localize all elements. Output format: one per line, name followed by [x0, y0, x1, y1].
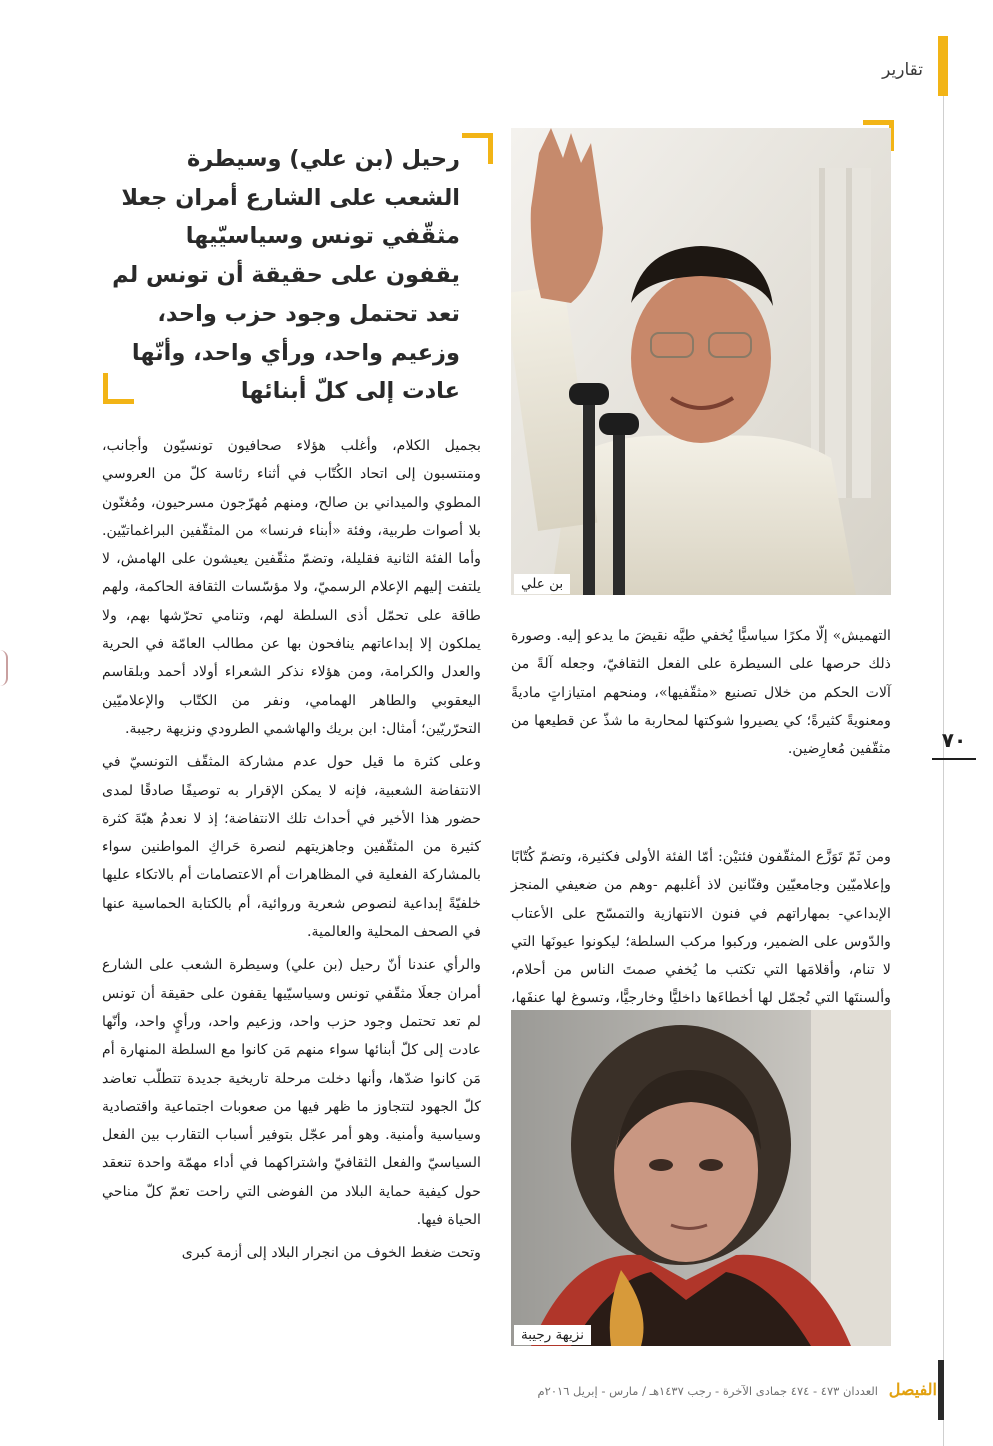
section-label: تقارير: [882, 60, 923, 80]
article-column-right: [511, 622, 891, 768]
page-number-rule: [932, 758, 976, 760]
ben-ali-photo: [511, 128, 891, 595]
paragraph: والرأي عندنا أنّ رحيل (بن علي) وسيطرة الشعب على الشارع أمران جعلَا مثقّفي تونس وسياسيّيها يقفون على حقيقة أن تونس لم تعد تحتمل وجود حزب واحد، وزعيم واحد، ورأيٍ واحد، وأنّها عادت إلى كلّ أبنائها سواء منهم مَن كانوا مع السلطة المنهارة أم مَن كانوا ضدّها، وأنها دخلت مرحلة تاريخية جديدة تتطلّب تعاضد كلّ الجهود لتتجاوز ما ظهر فيها من صعوبات اجتماعية واقتصادية وسياسية وأمنية. وهو أمر عجّل بتوفير أسباب التقارب بين الفعل السياسيّ والفعل الثقافيّ واشتراكهما في أداء مهمّة واحدة تنعقد حول كيفية حماية البلاد من الفوضى التي راحت تعمّ كلّ مناحي الحياة فيها.: [102, 957, 481, 1229]
binding-edge-mark: [0, 650, 8, 686]
section-accent-bar: [938, 36, 948, 96]
photo-caption: نزيهة رجيبة: [514, 1325, 591, 1345]
paragraph: بجميل الكلام، وأغلب هؤلاء صحافيون تونسيّون وأجانب، ومنتسبون إلى اتحاد الكُتّاب في أثناء رئاسة كلّ من العروسي المطوي والميداني بن صالح، ومنهم مُهرّجون مسرحيون، ومُغنّون بلا أصوات طربية، وفئة «أبناء فرنسا» من المثقّفين البراغماتيّين. وأما الفئة الثانية فقليلة، وتضمّ مثقّفين يعيشون على الهامش، لا يلتفت إليهم الإعلام الرسميّ، ولا مؤسّسات الثقافة الحاكمة، ولهم طاقة على تحمّل أذى السلطة لهم، وتنامي تحرّشها بهم، ولا يملكون إلا إبداعاتهم ينافحون بها عن مطالب العامّة في الحرية والعدل والكرامة، ومن هؤلاء نذكر الشعراء أولاد أحمد وبلقاسم اليعقوبي والطاهر الهمامي، ونفر من الكتّاب والإعلاميّين التحرّريّين؛ أمثال: ابن بريك والهاشمي الطرودي ونزيهة رجيبة.: [102, 438, 481, 737]
paragraph: وتحت ضغط الخوف من انجرار البلاد إلى أزمة كبرى: [181, 1245, 481, 1262]
pullquote-corner-bottom: [103, 373, 134, 404]
paragraph: وعلى كثرة ما قيل حول عدم مشاركة المثقّف التونسيّ في الانتفاضة الشعبية، فإنه لا يمكن الإقرار به توصيفًا صادقًا لمدى حضور هذا الأخير في أحداث تلك الانتفاضة؛ إذ لا نعدمُ هبّةَ كثرة كثيرة من المثقّفين وجاهزيتهم لنصرة حَراكِ المواطنين سواء بالمشاركة الفعلية في المظاهرات أم الاعتصامات أم بالاتكاء عليها خلفيّةً إبداعية لنصوص شعرية وروائية، أم بالكتابة الحماسية عنها في الصحف المحلية والعالمية.: [102, 754, 481, 941]
pullquote: رحيل (بن علي) وسيطرة الشعب على الشارع أمران جعلا مثقّفي تونس وسياسيّيها يقفون على حقيقة أن تونس لم تعد تحتمل وجود حزب واحد، وزعيم واحد، ورأي واحد، وأنّها عادت إلى كلّ أبنائها: [112, 146, 460, 405]
issue-info: العددان ٤٧٣ - ٤٧٤ جمادى الآخرة - رجب ١٤٣٧هـ / مارس - إبريل ٢٠١٦م: [537, 1384, 878, 1398]
paragraph: ومن ثَمّ تَوَزَّع المثقّفون فئتيْن: أمّا الفئة الأولى فكثيرة، وتضمّ كُتّابًا وإعلاميّين وجامعيّين وفنّانين لاذ أغلبهم -وهم من ضعيفي المنجز الإبداعي- بمهاراتهم في فنون الانتهازية والتمسّح على الأعتاب والدّوس على الضمير، وركبوا مركب السلطة؛ ليكونوا عيونَها التي لا تنام، وأقلامَها التي تكتب ما يُخفي صمتَ الناس من أحلام، وألسنتَها التي تُجمّل لها أخطاءَها داخليًّا وخارجيًّا، وتسوغ لها عنفَها،: [511, 849, 891, 1007]
paragraph: التهميش» إلّا مكرًا سياسيًّا يُخفي طيَّه نقيضَ ما يدعو إليه. وصورة ذلك حرصها على السيطرة على الفعل الثقافيّ، وجعله آلةً من آلات الحكم من خلال تصنيع «مثقّفيها»، ومنحهم امتيازاتٍ ماديةً ومعنويةً كثيرةً؛ كي يصيروا شوكتها لمحاربة ما شذّ عن قطيعها من مثقّفين مُعارِضين.: [511, 628, 891, 758]
article-column-left: [102, 432, 481, 1273]
page-edge-rule: [943, 96, 944, 1446]
magazine-logo: الفيصل: [888, 1380, 937, 1399]
pullquote-corner-top: [462, 133, 493, 164]
photo-caption: بن علي: [514, 574, 570, 594]
rejiba-photo: [511, 1010, 891, 1346]
footer-accent-bar: [938, 1360, 944, 1420]
page-number: ٧٠: [941, 728, 967, 752]
